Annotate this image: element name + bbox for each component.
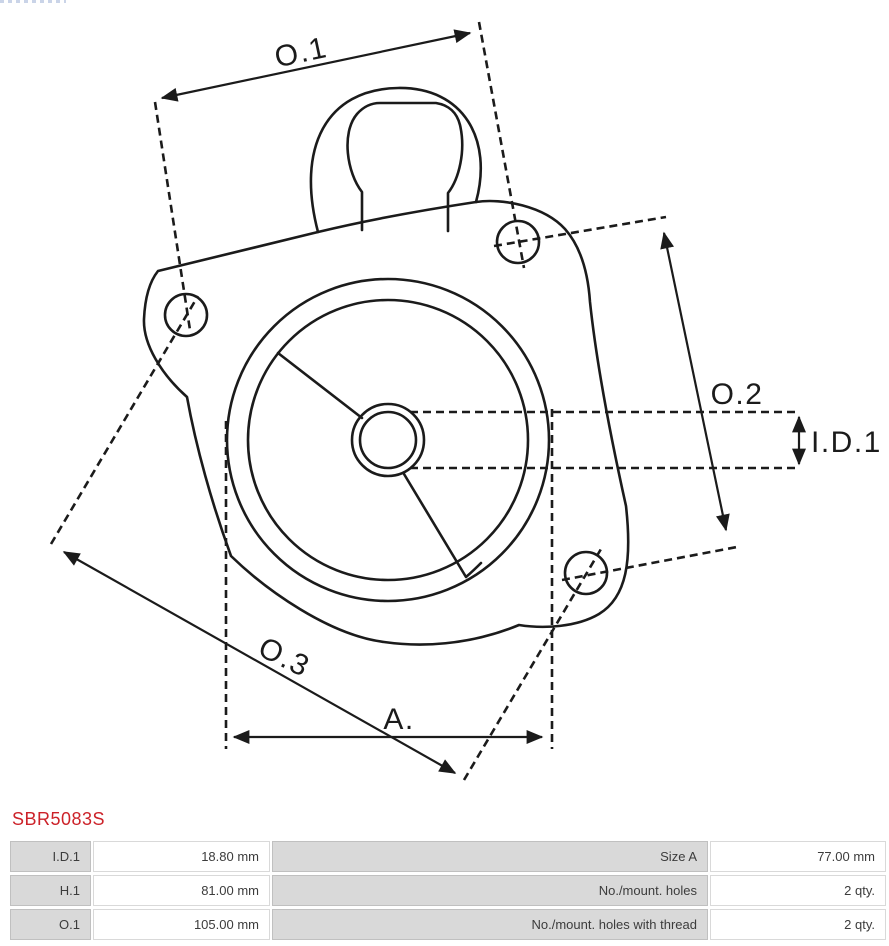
spec-label-cell: Size A: [272, 841, 708, 872]
hub-inner-circle: [360, 412, 416, 468]
dimension-arrows: [64, 33, 799, 773]
part-number: SBR5083S: [12, 809, 106, 829]
starter-cover-outline: [144, 88, 628, 645]
spec-value-cell: 18.80 mm: [93, 841, 270, 872]
wedge-edge-lower: [404, 474, 481, 577]
dim-label-o3: O.3: [253, 631, 316, 684]
spec-label-cell: O.1: [10, 909, 91, 940]
ext-o1-left: [155, 102, 190, 330]
spec-value-cell: 2 qty.: [710, 909, 886, 940]
spec-label-cell: No./mount. holes with thread: [272, 909, 708, 940]
dim-label-a: A.: [383, 703, 415, 736]
spec-value-cell: 77.00 mm: [710, 841, 886, 872]
ext-o3-right: [464, 549, 601, 780]
dim-label-id1: I.D.1: [811, 426, 882, 459]
dim-label-o1: O.1: [271, 31, 331, 75]
spec-table: [10, 841, 886, 940]
lug-outer-arc: [311, 88, 481, 232]
extension-lines: [51, 22, 800, 780]
bore-outer-circle: [227, 279, 549, 601]
spec-label-cell: No./mount. holes: [272, 875, 708, 906]
spec-value-cell: 105.00 mm: [93, 909, 270, 940]
spec-label-cell: H.1: [10, 875, 91, 906]
flange-outline: [144, 201, 628, 644]
wedge-edge-upper: [278, 353, 362, 418]
bore-inner-circle: [248, 300, 528, 580]
lug-keyhole: [348, 103, 463, 231]
spec-value-cell: 81.00 mm: [93, 875, 270, 906]
spec-value-cell: 2 qty.: [710, 875, 886, 906]
hub-outer-circle: [352, 404, 424, 476]
dim-label-o2: O.2: [710, 378, 764, 411]
spec-label-cell: I.D.1: [10, 841, 91, 872]
